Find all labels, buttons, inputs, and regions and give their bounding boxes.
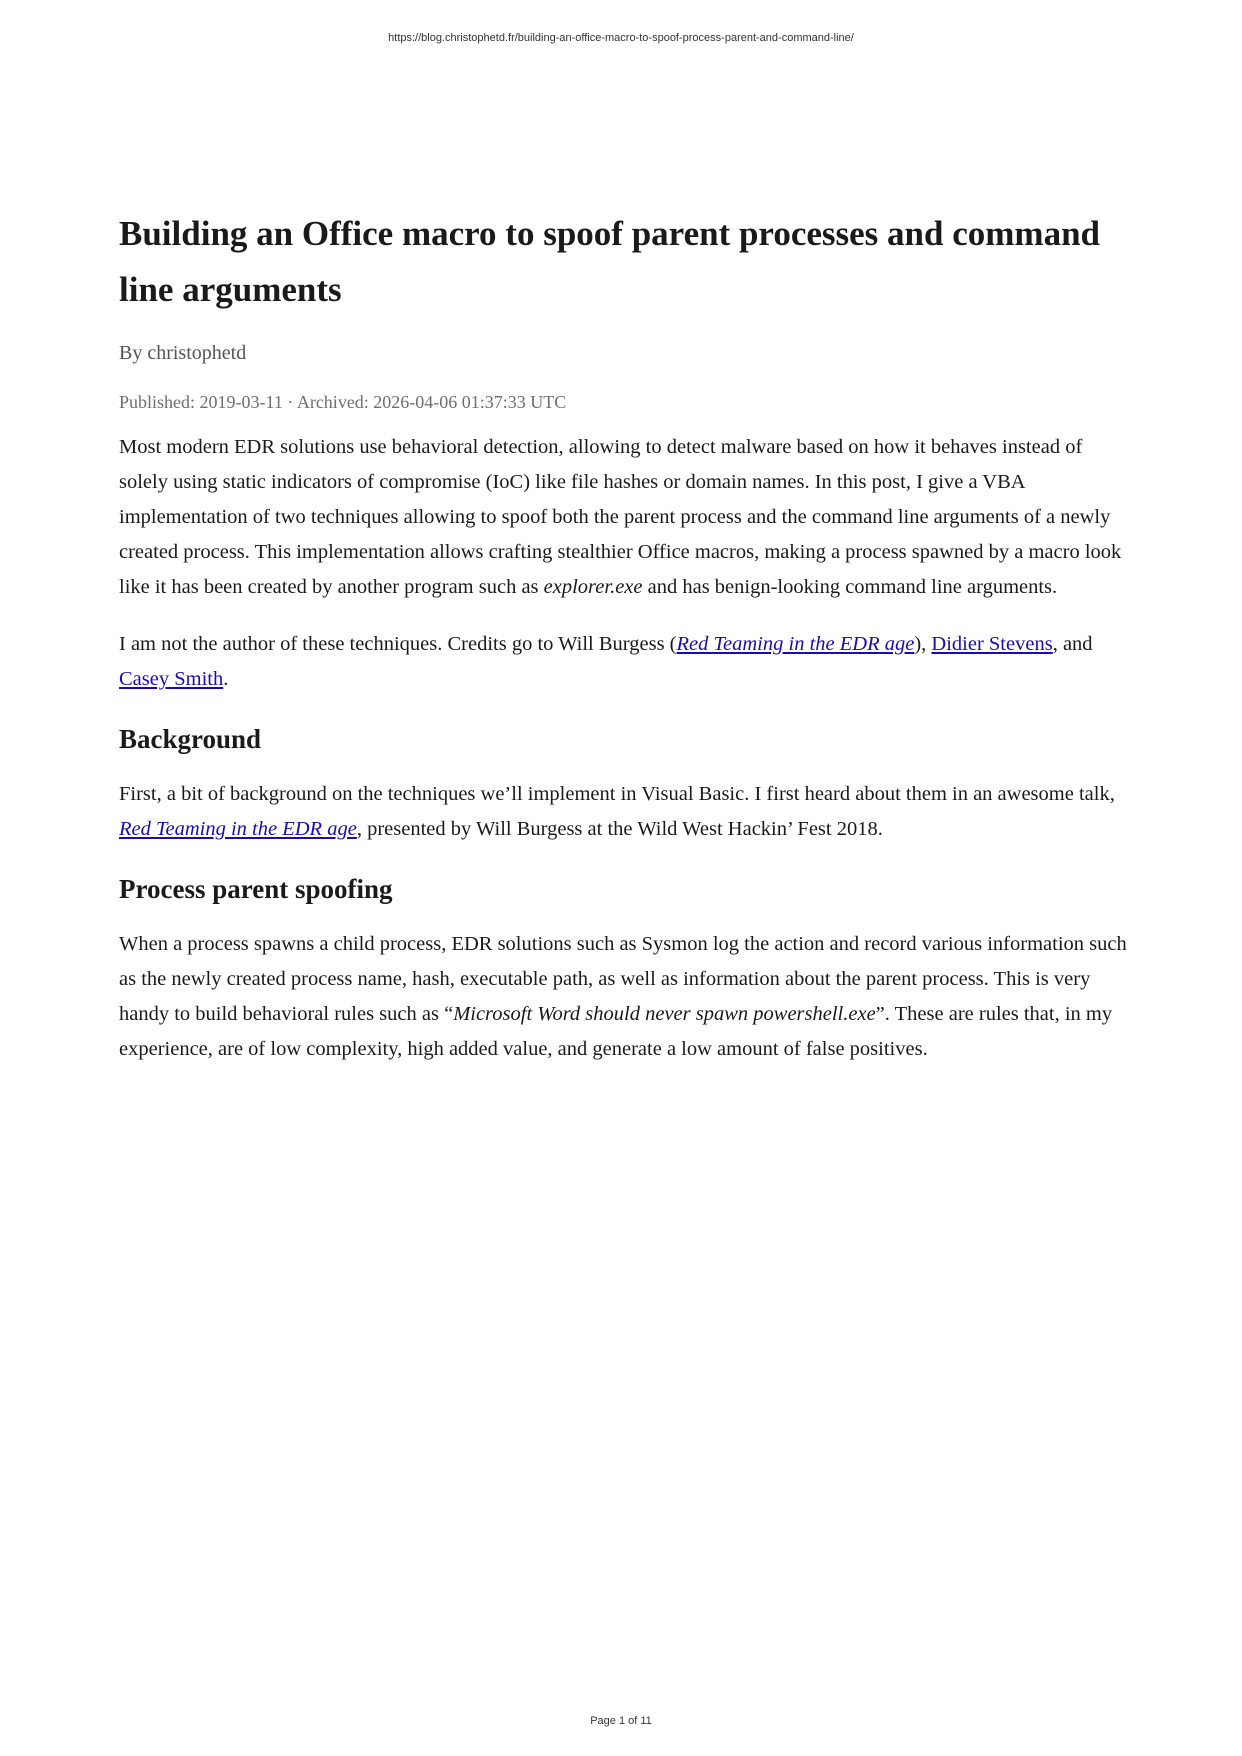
credits-paragraph: [119, 627, 1129, 697]
intro-paragraph: [119, 430, 1129, 605]
intro-text-1: Most modern EDR solutions use behavioral detection, allowing to detect malware based on how it behaves instead of solely using static indicators of compromise (IoC) like file hashes or domain names. In this post, I give a VBA implementation of two techniques allowing to spoof both the parent process and the command line arguments of a newly created process. This implementation allows crafting stealthier Office macros, making a process spawned by a macro look like it has been created by another program such as: [119, 436, 1122, 598]
link-didier-stevens[interactable]: Didier Stevens: [931, 633, 1053, 655]
link-casey-smith[interactable]: Casey Smith: [119, 668, 224, 690]
parent-text-1: When a process spawns a child process, EDR solutions such as Sysmon log the action and record various information such as the newly created process name, hash, executable path, as well as information about the parent process. This is very handy to build behavioral rules such as “: [119, 933, 1127, 1025]
credits-text-4: .: [223, 668, 229, 690]
credits-text-3: , and: [1052, 633, 1093, 655]
article-byline: By christophetd: [119, 342, 247, 364]
intro-text-2: and has benign-looking command line arguments.: [642, 576, 1058, 598]
article: [119, 206, 1129, 1089]
background-text-1: First, a bit of background on the techniques we’ll implement in Visual Basic. I first heard about them in an awesome talk,: [119, 783, 1115, 805]
article-meta: Published: 2019-03-11 · Archived: 2026-04-06 01:37:33 UTC: [119, 392, 567, 412]
intro-emphasis: explorer.exe: [543, 576, 643, 598]
parent-text-2: ”. These are rules that, in my experience, are of low complexity, high added value, and generate a low amount of false positives.: [119, 1003, 1113, 1060]
heading-background: Background: [119, 724, 262, 754]
link-red-teaming-edr-age-talk[interactable]: Red Teaming in the EDR age: [119, 818, 357, 840]
background-paragraph: [119, 777, 1129, 847]
heading-process-parent-spoofing: Process parent spoofing: [119, 874, 393, 904]
article-title: Building an Office macro to spoof parent processes and command line arguments: [119, 214, 1101, 309]
link-red-teaming-edr-age[interactable]: Red Teaming in the EDR age: [676, 633, 915, 655]
credits-text-1: I am not the author of these techniques. Credits go to Will Burgess (: [119, 633, 677, 655]
parent-spoofing-paragraph: [119, 927, 1129, 1067]
parent-emphasis: Microsoft Word should never spawn powershell.exe: [453, 1003, 876, 1025]
background-text-2: , presented by Will Burgess at the Wild West Hackin’ Fest 2018.: [356, 818, 883, 840]
page-number: Page 1 of 11: [590, 1715, 652, 1727]
credits-text-2: ),: [914, 633, 932, 655]
page-url-header: https://blog.christophetd.fr/building-an-office-macro-to-spoof-process-parent-and-command-line/: [388, 32, 854, 44]
